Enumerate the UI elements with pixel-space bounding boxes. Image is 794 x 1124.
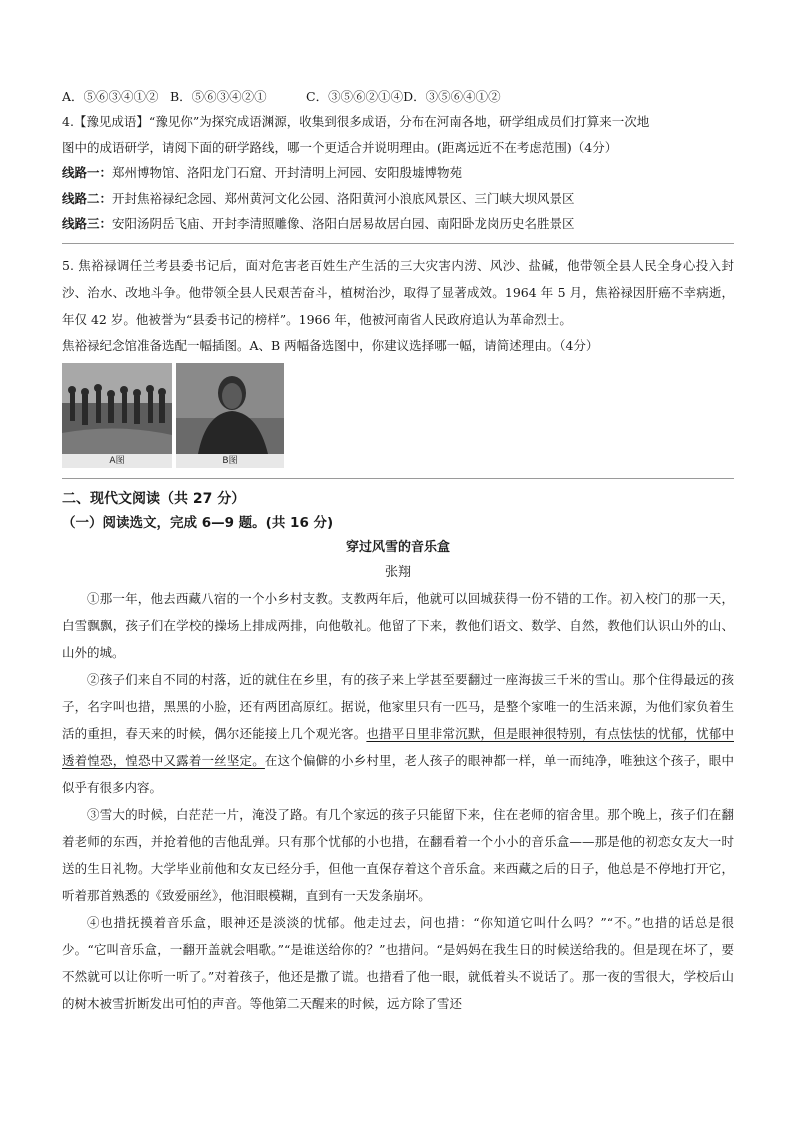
photo-row xyxy=(62,363,734,468)
question-4-line-1: 4.【豫见成语】“豫见你”为探究成语渊源，收集到很多成语，分布在河南各地，研学组成员们打算来一次地 xyxy=(62,114,650,130)
divider-2 xyxy=(62,478,734,479)
paragraph-2-underlined: 也措平日里非常沉默，但是眼神很特别，有点怯怯的忧郁，忧郁中透着惶恐，惶恐中又露着一丝坚定。 xyxy=(62,725,734,768)
route-2-label: 线路二： xyxy=(62,190,113,206)
question-5-paragraph: 5. 焦裕禄调任兰考县委书记后，面对危害老百姓生产生活的三大灾害内涝、风沙、盐碱，他带领全县人民全身心投入封沙、治水、改地斗争。他带领全县人民艰苦奋斗，植树治沙，取得了显著成效。1964 年 5 月，焦裕禄因肝癌不幸病逝，年仅 42 岁。他被誉为“县委书记的榜样”。1966 年，他被河南省人民政府追认为革命烈士。 xyxy=(62,258,734,328)
photo-b-caption: B图 xyxy=(176,454,284,468)
section-heading: 二、现代文阅读（共 27 分） xyxy=(62,490,246,507)
photo-b-image xyxy=(176,363,284,468)
exam-page xyxy=(62,84,734,1017)
article-author: 张翔 xyxy=(384,564,411,580)
article-title: 穿过风雪的音乐盒 xyxy=(345,539,450,555)
route-2-text: 开封焦裕禄纪念园、郑州黄河文化公园、洛阳黄河小浪底风景区、三门峡大坝风景区 xyxy=(112,190,575,206)
route-2 xyxy=(62,186,734,211)
paragraph-2-part-a: ②孩子们来自不同的村落，近的就住在乡里，有的孩子来上学甚至要翻过一座海拔三千米的雪山。那个住得最远的孩子，名字叫也措，黑黑的小脸，还有两团高原红。据说，他家里只有一匹马，是整个家唯一的生活来源，为他们家负着生活的重担，春天来的时候，偶尔还能接上几个观光客。 xyxy=(62,671,734,741)
article-paragraph-4: ④也措抚摸着音乐盒，眼神还是淡淡的忧郁。他走过去，问也措：“你知道它叫什么吗？”“不。”也措的话总是很少。“它叫音乐盒，一翻开盖就会唱歌。”“是谁送给你的？”也措问。“是妈妈在我生日的时候送给我的。但是现在坏了，要不然就可以让你听一听了。”对着孩子，他还是撒了谎。也措看了他一眼，就低着头不说话了。那一夜的雪很大，学校后山的树木被雪折断发出可怕的声音。等他第二天醒来的时候，远方除了雪还 xyxy=(62,914,734,1011)
article-paragraph-1: ①那一年，他去西藏八宿的一个小乡村支教。支教两年后，他就可以回城获得一份不错的工作。初入校门的那一天，白雪飘飘，孩子们在学校的操场上排成两排，向他敬礼。他留了下来，教他们语文、数学、自然，教他们认识山外的山、山外的城。 xyxy=(62,590,734,660)
question-4-line-2: 图中的成语研学，请阅下面的研学路线，哪一个更适合并说明理由。(距离远近不在考虑范围)（4分） xyxy=(62,139,618,155)
option-b: B．⑤⑥③④②① xyxy=(170,89,267,104)
question-3-options xyxy=(62,84,734,109)
option-a: A．⑤⑥③④①② xyxy=(62,89,159,104)
route-1-label: 线路一： xyxy=(62,165,113,181)
route-3-label: 线路三： xyxy=(62,216,113,232)
route-3-text: 安阳汤阴岳飞庙、开封李清照雕像、洛阳白居易故居白园、南阳卧龙岗历史名胜景区 xyxy=(112,216,575,232)
article-paragraph-3: ③雪大的时候，白茫茫一片，淹没了路。有几个家远的孩子只能留下来，住在老师的宿舍里。那个晚上，孩子们在翻着老师的东西，并抢着他的吉他乱弹。只有那个忧郁的小也措，在翻看着一个小小的音乐盒——那是他的初恋女友大一时送的生日礼物。大学毕业前他和女友已经分手，但他一直保存着这个音乐盒。来西藏之后的日子，他总是不停地打开它，听着那首熟悉的《致爱丽丝》，他泪眼模糊，直到有一天发条崩坏。 xyxy=(62,806,734,903)
question-5-prompt: 焦裕禄纪念馆准备选配一幅插图。A、B 两幅备选图中，你建议选择哪一幅，请简述理由。（4分） xyxy=(62,338,599,354)
paragraph-2-part-b: 在这个偏僻的小乡村里，老人孩子的眼神都一样，单一而纯净，唯独这个孩子，眼中似乎有很多内容。 xyxy=(62,752,734,795)
article-paragraph-2 xyxy=(62,666,734,801)
route-1 xyxy=(62,160,734,185)
photo-a-crowd-icon xyxy=(62,363,172,454)
route-3 xyxy=(62,211,734,236)
option-c-d: C．③⑤⑥②①④D．③⑤⑥④①② xyxy=(306,89,501,104)
photo-b-portrait-icon xyxy=(176,363,284,454)
photo-a-caption: A图 xyxy=(62,454,172,468)
divider xyxy=(62,243,734,244)
route-1-text: 郑州博物馆、洛阳龙门石窟、开封清明上河园、安阳殷墟博物苑 xyxy=(112,165,463,181)
subsection-heading: （一）阅读选文，完成 6—9 题。(共 16 分) xyxy=(62,514,334,531)
photo-a-image xyxy=(62,363,172,468)
